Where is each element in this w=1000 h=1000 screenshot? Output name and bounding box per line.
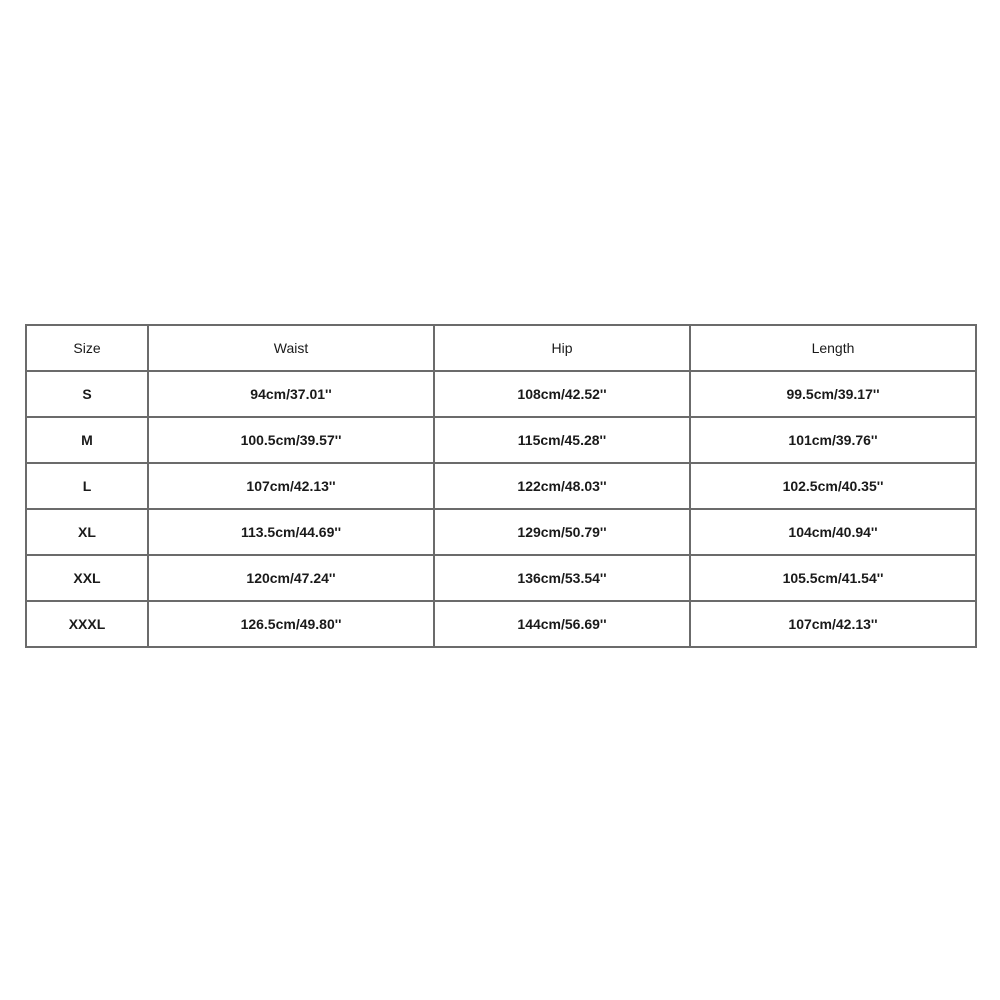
cell-hip: 129cm/50.79''	[434, 509, 690, 555]
table-body	[26, 371, 976, 647]
cell-length: 107cm/42.13''	[690, 601, 976, 647]
cell-hip: 144cm/56.69''	[434, 601, 690, 647]
table-row	[26, 371, 976, 417]
header-hip: Hip	[434, 325, 690, 371]
cell-waist: 107cm/42.13''	[148, 463, 434, 509]
cell-length: 99.5cm/39.17''	[690, 371, 976, 417]
cell-waist: 113.5cm/44.69''	[148, 509, 434, 555]
cell-size: XL	[26, 509, 148, 555]
cell-waist: 120cm/47.24''	[148, 555, 434, 601]
cell-length: 105.5cm/41.54''	[690, 555, 976, 601]
cell-waist: 94cm/37.01''	[148, 371, 434, 417]
cell-size: XXL	[26, 555, 148, 601]
cell-size: XXXL	[26, 601, 148, 647]
table-row	[26, 601, 976, 647]
cell-size: S	[26, 371, 148, 417]
cell-waist: 100.5cm/39.57''	[148, 417, 434, 463]
cell-length: 101cm/39.76''	[690, 417, 976, 463]
cell-hip: 115cm/45.28''	[434, 417, 690, 463]
cell-hip: 108cm/42.52''	[434, 371, 690, 417]
table-row	[26, 509, 976, 555]
cell-hip: 122cm/48.03''	[434, 463, 690, 509]
cell-size: M	[26, 417, 148, 463]
cell-length: 104cm/40.94''	[690, 509, 976, 555]
table-row	[26, 463, 976, 509]
size-chart-table	[25, 324, 977, 648]
cell-waist: 126.5cm/49.80''	[148, 601, 434, 647]
table-row	[26, 417, 976, 463]
cell-size: L	[26, 463, 148, 509]
header-length: Length	[690, 325, 976, 371]
cell-hip: 136cm/53.54''	[434, 555, 690, 601]
cell-length: 102.5cm/40.35''	[690, 463, 976, 509]
table-row	[26, 555, 976, 601]
header-size: Size	[26, 325, 148, 371]
header-waist: Waist	[148, 325, 434, 371]
header-row	[26, 325, 976, 371]
table-header	[26, 325, 976, 371]
